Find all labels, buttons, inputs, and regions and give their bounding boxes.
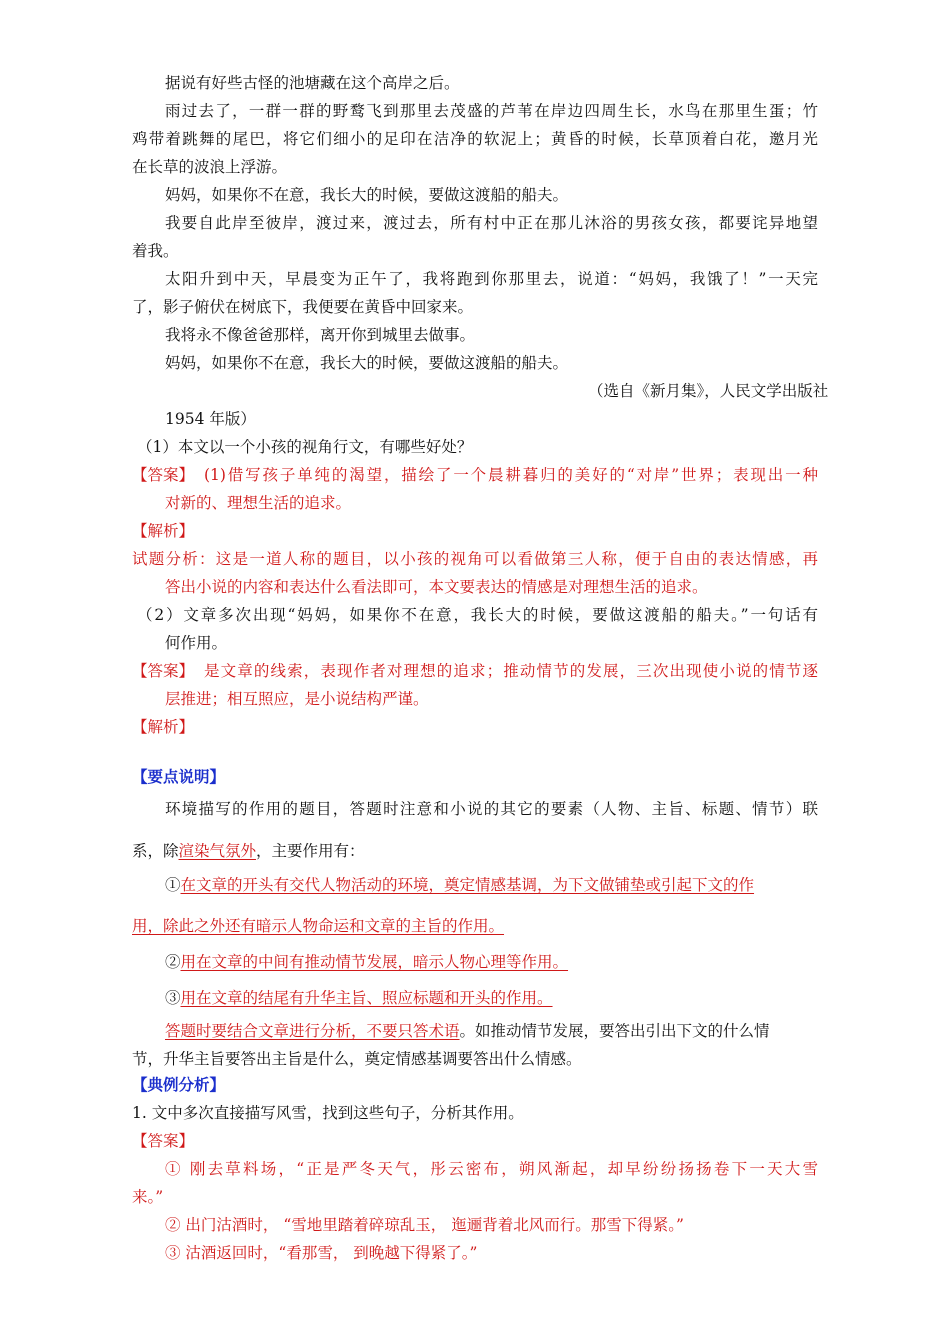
story-paragraph: 太阳升到中天，早晨变为正午了，我将跑到你那里去，说道：“妈妈，我饿了！”一天完: [165, 270, 818, 288]
analysis-label: 【解析】: [132, 718, 195, 736]
analysis-label: 【解析】: [132, 522, 195, 540]
key-point-item-3: ③用在文章的结尾有升华主旨、照应标题和开头的作用。: [165, 989, 553, 1007]
example-answer-1: 来。”: [132, 1188, 164, 1206]
story-paragraph: 了，影子俯伏在树底下，我便要在黄昏中回家来。: [132, 298, 474, 316]
question-1: （1）本文以一个小孩的视角行文，有哪些好处？: [137, 438, 473, 456]
example-heading: 【典例分析】: [132, 1075, 226, 1094]
example-answer-2: ② 出门沽酒时， “雪地里踏着碎琼乱玉， 迤逦背着北风而行。那雪下得紧。”: [165, 1216, 684, 1234]
story-paragraph: 着我。: [132, 242, 179, 260]
story-refrain: 妈妈，如果你不在意，我长大的时候，要做这渡船的船夫。: [165, 354, 569, 372]
answer-tip: 答题时要结合文章进行分析，不要只答术语。如推动情节发展，要答出引出下文的什么情: [165, 1022, 770, 1040]
key-points-heading: 【要点说明】: [132, 767, 226, 786]
source-citation: 1954 年版）: [165, 410, 256, 428]
story-paragraph: 鸡带着跳舞的尾巴，将它们细小的足印在洁净的软泥上；黄昏的时候，长草顶着白花，邀月光: [132, 130, 818, 148]
answer-label: 【答案】: [132, 466, 195, 484]
source-citation: （选自《新月集》，人民文学出版社: [588, 382, 829, 400]
answer-label: 【答案】: [132, 1132, 195, 1150]
key-point-item-1: 用，除此之外还有暗示人物命运和文章的主旨的作用。: [132, 917, 505, 935]
answer-2-text: 层推进；相互照应，是小说结构严谨。: [165, 690, 429, 708]
question-2: 何作用。: [165, 634, 228, 652]
question-2: （2）文章多次出现“妈妈，如果你不在意，我长大的时候，要做这渡船的船夫。”一句话有: [137, 606, 818, 624]
story-paragraph: 我将永不像爸爸那样，离开你到城里去做事。: [165, 326, 476, 344]
story-paragraph: 据说有好些古怪的池塘藏在这个高岸之后。: [165, 74, 460, 92]
highlight-text: 渲染气氛外: [178, 842, 257, 860]
answer-2-text: 是文章的线索，表现作者对理想的追求；推动情节的发展，三次出现使小说的情节逐: [204, 662, 818, 680]
story-paragraph: 在长草的波浪上浮游。: [132, 158, 288, 176]
example-answer-1: ① 刚去草料场，“正是严冬天气，彤云密布，朔风渐起，却早纷纷扬扬卷下一天大雪: [165, 1160, 818, 1178]
key-point-item-2: ②用在文章的中间有推动情节发展，暗示人物心理等作用。: [165, 953, 569, 971]
story-refrain: 妈妈，如果你不在意，我长大的时候，要做这渡船的船夫。: [165, 186, 569, 204]
story-paragraph: 雨过去了，一群一群的野鹜飞到那里去茂盛的芦苇在岸边四周生长，水鸟在那里生蛋；竹: [165, 102, 818, 120]
analysis-1-text: 答出小说的内容和表达什么看法即可，本文要表达的情感是对理想生活的追求。: [165, 578, 708, 596]
example-answer-3: ③ 沽酒返回时，“看那雪， 到晚越下得紧了。”: [165, 1244, 478, 1262]
example-question: 1. 文中多次直接描写风雪，找到这些句子，分析其作用。: [132, 1104, 524, 1122]
answer-tip: 节，升华主旨要答出主旨是什么，奠定情感基调要答出什么情感。: [132, 1050, 582, 1068]
story-paragraph: 我要自此岸至彼岸，渡过来，渡过去，所有村中正在那儿沐浴的男孩女孩，都要诧异地望: [165, 214, 818, 232]
key-point-item-1: ①在文章的开头有交代人物活动的环境，奠定情感基调，为下文做铺垫或引起下文的作: [165, 876, 755, 894]
key-points-intro: 系，除渲染气氛外，主要作用有：: [132, 842, 365, 860]
answer-1-text: (1)借写孩子单纯的渴望，描绘了一个晨耕暮归的美好的“对岸”世界；表现出一种: [204, 466, 818, 484]
analysis-1-text: 试题分析：这是一道人称的题目，以小孩的视角可以看做第三人称，便于自由的表达情感，再: [132, 550, 818, 568]
answer-label: 【答案】: [132, 662, 195, 680]
key-points-intro: 环境描写的作用的题目，答题时注意和小说的其它的要素（人物、主旨、标题、情节）联: [165, 800, 818, 818]
answer-1-text: 对新的、理想生活的追求。: [165, 494, 352, 512]
